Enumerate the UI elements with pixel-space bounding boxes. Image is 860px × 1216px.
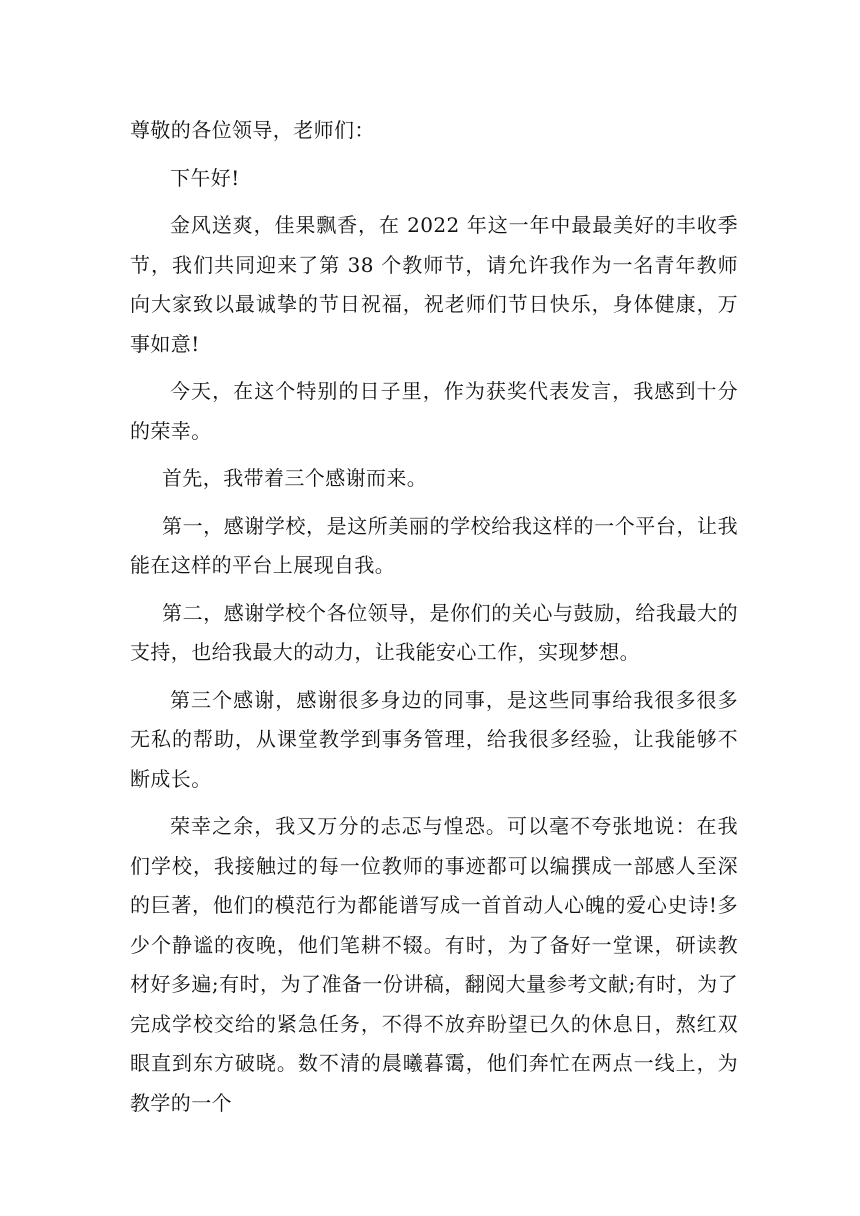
- salutation: 尊敬的各位领导，老师们：: [130, 118, 375, 142]
- document-body: [130, 111, 738, 1131]
- paragraph-thanks-colleagues: 第三个感谢，感谢很多身边的同事，是这些同事给我很多很多无私的帮助，从课堂教学到事务管理，给我很多经验，让我能够不断成长。: [130, 687, 738, 791]
- paragraph-teachers-deeds: 荣幸之余，我又万分的忐忑与惶恐。可以毫不夸张地说：在我们学校，我接触过的每一位教师的事迹都可以编撰成一部感人至深的巨著，他们的模范行为都能谱写成一首首动人心魄的爱心史诗!多少个静谧的夜晚，他们笔耕不辍。有时，为了备好一堂课，研读教材好多遍;有时，为了准备一份讲稿，翻阅大量参考文献;有时，为了完成学校交给的紧急任务，不得不放弃盼望已久的休息日，熬红双眼直到东方破晓。数不清的晨曦暮霭，他们奔忙在两点一线上，为教学的一个: [130, 814, 738, 1115]
- greeting: 下午好!: [170, 165, 240, 190]
- paragraph-thanks-leaders: 第二，感谢学校个各位领导，是你们的关心与鼓励，给我最大的支持，也给我最大的动力，让我能安心工作，实现梦想。: [130, 600, 738, 664]
- paragraph-three-thanks: 首先，我带着三个感谢而来。: [162, 466, 428, 490]
- paragraph-thanks-school: 第一，感谢学校，是这所美丽的学校给我这样的一个平台，让我能在这样的平台上展现自我。: [130, 513, 738, 577]
- paragraph-opening: 金风送爽，佳果飘香，在 2022 年这一年中最最美好的丰收季节，我们共同迎来了第 38 个教师节，请允许我作为一名青年教师向大家致以最诚挚的节日祝福，祝老师们节日快乐，身体健康，万事如意!: [130, 213, 738, 356]
- paragraph-honor: 今天，在这个特别的日子里，作为获奖代表发言，我感到十分的荣幸。: [130, 379, 738, 443]
